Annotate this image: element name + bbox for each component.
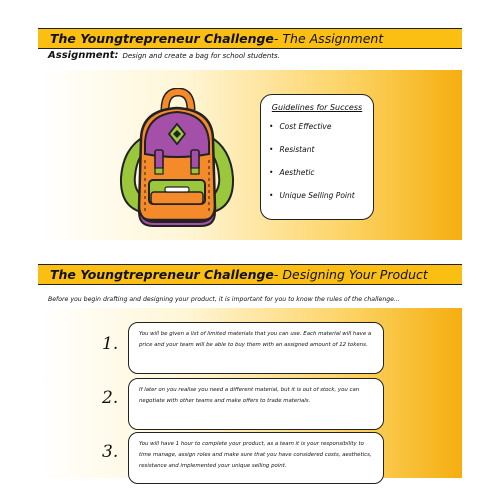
slide1-background [38, 70, 462, 240]
rule-number-1: 1. [102, 334, 119, 354]
assignment-line [48, 50, 280, 61]
backpack-icon [115, 88, 240, 230]
guideline-item: • Resistant [269, 145, 365, 154]
slide2-title-band [38, 264, 462, 285]
guidelines-list [269, 122, 365, 200]
guidelines-card [260, 94, 374, 220]
slide1-title: The Youngtrepreneur Challenge [50, 31, 274, 46]
rules-intro: Before you begin drafting and designing your product, it is important for you to know the rules of the challenge... [48, 296, 400, 303]
guideline-item: • Cost Effective [269, 122, 365, 131]
rule-card-1: You will be given a list of limited materials that you can use. Each material will have a price and your team will be able to buy them with an assigned amount of 12 tokens. [128, 322, 384, 374]
slide1-title-band [38, 28, 462, 49]
guideline-item: • Aesthetic [269, 168, 365, 177]
rule-card-2: If later on you realise you need a different material, but it is out of stock, you can negotiate with other teams and make offers to trade materials. [128, 378, 384, 430]
slide2-title-suffix: - Designing Your Product [273, 267, 428, 282]
assignment-label: Assignment: [48, 50, 119, 61]
slide1-title-suffix: - The Assignment [273, 31, 384, 46]
guideline-item: • Unique Selling Point [269, 191, 365, 200]
guidelines-title: Guidelines for Success [271, 103, 363, 112]
assignment-text: Design and create a bag for school students. [122, 52, 280, 60]
slide2-title: The Youngtrepreneur Challenge [50, 267, 274, 282]
rule-number-3: 3. [102, 442, 119, 462]
rule-number-2: 2. [102, 388, 119, 408]
rule-card-3: You will have 1 hour to complete your product, as a team it is your responsibility to time manage, assign roles and make sure that you have considered costs, aesthetics, resistance and implemented your unique selling point. [128, 432, 384, 484]
